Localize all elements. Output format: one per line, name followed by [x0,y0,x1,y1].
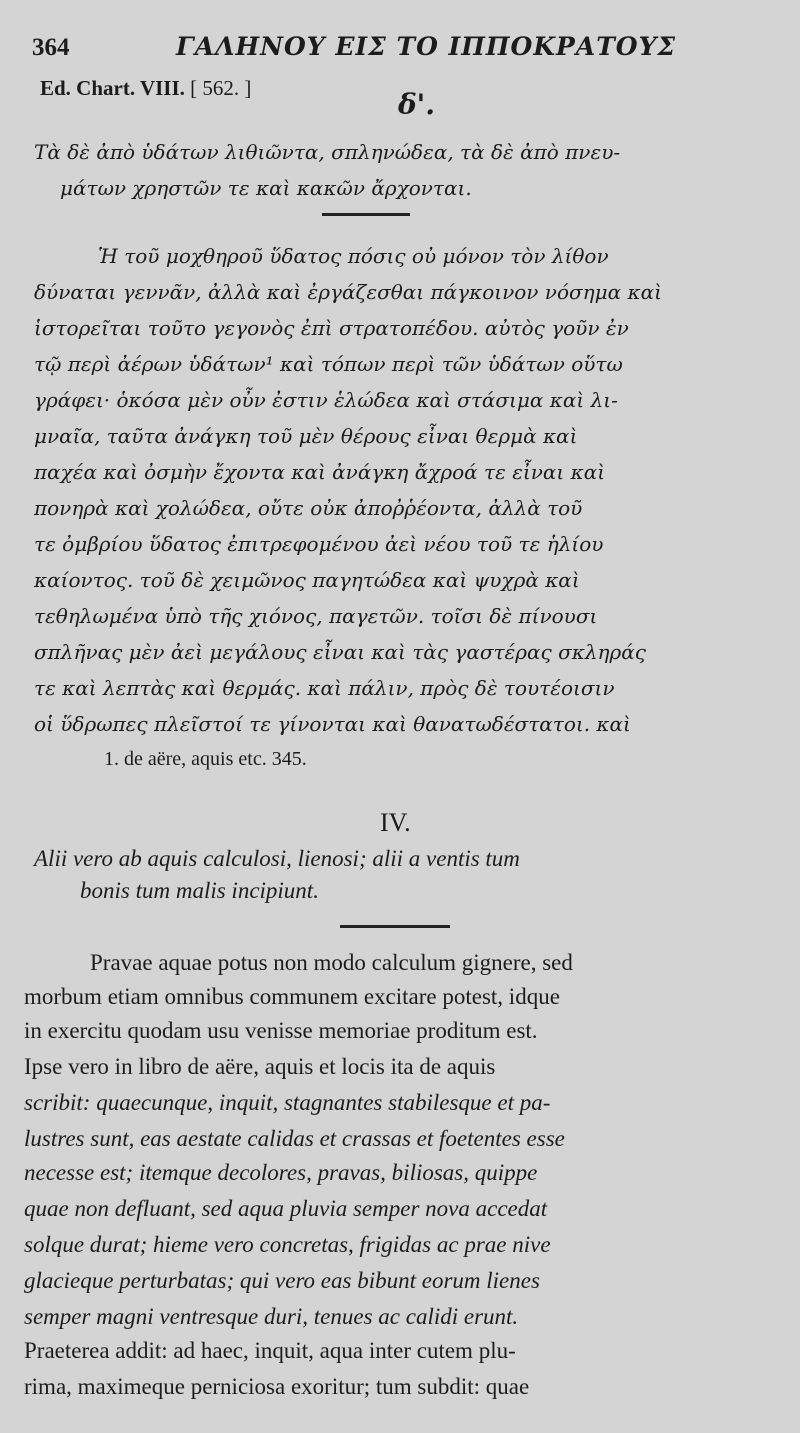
greek-lemma-line: μάτων χρηστῶν τε καὶ κακῶν ἄρχονται. [60,176,472,200]
latin-commentary-line: rima, maximeque perniciosa exoritur; tum subdit: quae [24,1374,530,1399]
latin-section-number: IV. [380,808,411,837]
latin-commentary-line: semper magni ventresque duri, tenues ac calidi erunt. [24,1304,519,1329]
greek-commentary-line: ἱστορεῖται τοῦτο γεγονὸς ἐπὶ στρατοπέδου. αὐτὸς γοῦν ἐν [34,316,629,340]
greek-commentary-line: παχέα καὶ ὀσμὴν ἔχοντα καὶ ἀνάγκη ἄχροά τε εἶναι καὶ [34,460,606,484]
edition-reference [40,76,251,101]
footnote: 1. de aëre, aquis etc. 345. [104,748,307,770]
greek-commentary-line: τῷ περὶ ἀέρων ὑδάτων¹ καὶ τόπων περὶ τῶν ὑδάτων οὕτω [34,352,623,376]
greek-section-number: δ'. [398,88,435,121]
greek-commentary-line: μναῖα, ταῦτα ἀνάγκη τοῦ μὲν θέρους εἶναι θερμὰ καὶ [34,424,578,448]
latin-commentary-line: Pravae aquae potus non modo calculum gignere, sed [90,950,573,975]
latin-commentary-line: lustres sunt, eas aestate calidas et crassas et foetentes esse [24,1126,565,1151]
greek-commentary-line: οἱ ὕδρωπες πλεῖστοί τε γίνονται καὶ θανατωδέστατοι. καὶ [34,712,631,736]
section-divider [322,213,410,216]
greek-commentary-line: γράφει· ὁκόσα μὲν οὖν ἐστιν ἑλώδεα καὶ στάσιμα καὶ λι- [34,388,618,412]
edition-page: [ 562. ] [190,76,252,100]
greek-commentary-line: δύναται γεννᾶν, ἀλλὰ καὶ ἐργάζεσθαι πάγκοινον νόσημα καὶ [34,280,662,304]
greek-commentary-line: καίοντος. τοῦ δὲ χειμῶνος παγητώδεα καὶ ψυχρὰ καὶ [34,568,580,592]
latin-commentary-line: glacieque perturbatas; qui vero eas bibunt eorum lienes [24,1268,540,1293]
greek-commentary-line: τε καὶ λεπτὰς καὶ θερμάς. καὶ πάλιν, πρὸς δὲ τουτέοισιν [34,676,615,700]
latin-lemma-line: bonis tum malis incipiunt. [80,878,319,903]
greek-commentary-line: Ἡ τοῦ μοχθηροῦ ὕδατος πόσις οὐ μόνον τὸν λίθον [98,244,609,268]
greek-commentary-line: σπλῆνας μὲν ἀεὶ μεγάλους εἶναι καὶ τὰς γαστέρας σκληράς [34,640,646,664]
edition-ref-text: Ed. Chart. VIII. [40,76,185,100]
latin-commentary-line: morbum etiam omnibus communem excitare potest, idque [24,984,560,1009]
latin-commentary-line: necesse est; itemque decolores, pravas, biliosas, quippe [24,1160,538,1185]
latin-lemma-line: Alii vero ab aquis calculosi, lienosi; alii a ventis tum [34,846,520,871]
latin-commentary-line: solque durat; hieme vero concretas, frigidas ac prae nive [24,1232,551,1257]
greek-commentary-line: πονηρὰ καὶ χολώδεα, οὔτε οὐκ ἀποῤῥέοντα, ἀλλὰ τοῦ [34,496,583,520]
latin-commentary-line: Ipse vero in libro de aëre, aquis et locis ita de aquis [24,1054,496,1079]
page-number: 364 [32,34,70,61]
latin-commentary-line: Praeterea addit: ad haec, inquit, aqua inter cutem plu- [24,1338,516,1363]
greek-commentary-line: τε ὀμβρίου ὕδατος ἐπιτρεφομένου ἀεὶ νέου τοῦ τε ἡλίου [34,532,604,556]
text: Τὰ δὲ ἀπὸ ὑδάτων λιθιῶντα, σπληνώδεα, τὰ δὲ ἀπὸ πνευ- [34,140,621,164]
latin-commentary-line: quae non defluant, sed aqua pluvia semper nova accedat [24,1196,548,1221]
running-title: ΓΑΛΗΝΟΥ ΕΙΣ ΤΟ ΙΠΠΟΚΡΑΤΟΥΣ [176,32,677,61]
latin-commentary-line: scribit: quaecunque, inquit, stagnantes stabilesque et pa- [24,1090,551,1115]
greek-lemma-line [34,140,764,164]
greek-commentary-line: τεθηλωμένα ὑπὸ τῆς χιόνος, παγετῶν. τοῖσι δὲ πίνουσι [34,604,598,628]
latin-commentary-line: in exercitu quodam usu venisse memoriae proditum est. [24,1018,538,1043]
section-divider [340,925,450,928]
